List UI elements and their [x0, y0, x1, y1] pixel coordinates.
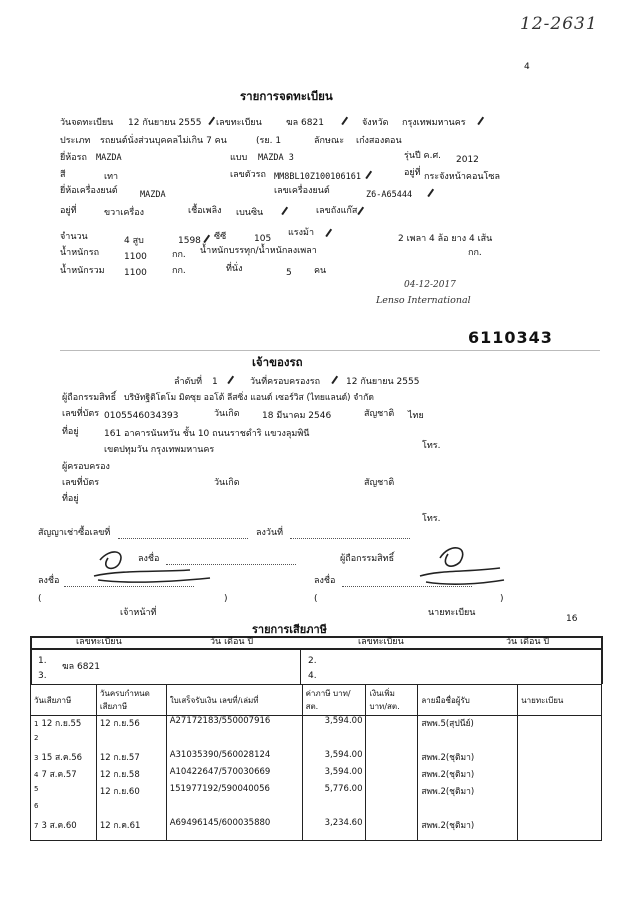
tax-cell-due	[96, 733, 166, 750]
tank-label: เลขถังแก๊ส	[316, 206, 358, 216]
tax-cell-receipt: A10422647/570030669	[166, 767, 302, 784]
tax-cell-receiver: สพพ.5(สุปนีย์)	[418, 716, 518, 734]
tax-cell-paid	[31, 733, 97, 750]
address-line-2: เขตปทุมวัน กรุงเทพมหานคร	[104, 445, 215, 455]
tax-cell-extra	[366, 767, 418, 784]
cc-unit: ซีซี	[214, 232, 227, 242]
tax-cell-extra	[366, 784, 418, 801]
tax-cell-receipt: 151977192/590040056	[166, 784, 302, 801]
owner-title: เจ้าของรถ	[252, 355, 303, 369]
tax-cell-registrar	[518, 784, 602, 801]
tax-cell-registrar	[518, 733, 602, 750]
nation: ไทย	[408, 411, 424, 421]
hp-unit: แรงม้า	[288, 228, 315, 238]
type-label: ประเภท	[60, 136, 91, 146]
category-code: (รย. 1	[256, 136, 282, 146]
vehicle-type: รถยนต์นั่งส่วนบุคคลไม่เกิน 7 คน	[100, 136, 227, 146]
tax-row	[31, 733, 602, 750]
plate-col-2: เลขทะเบียน	[358, 637, 404, 647]
tax-cell-extra	[366, 733, 418, 750]
page-number: 4	[524, 62, 530, 72]
tax-row-number: 6	[34, 802, 39, 810]
tax-cell-amount: 3,594.00	[302, 716, 366, 734]
color: เทา	[104, 172, 119, 182]
reg-date-label: วันจดทะเบียน	[60, 118, 114, 128]
tax-cell-extra	[366, 818, 418, 841]
birth: 18 มีนาคม 2546	[262, 411, 332, 421]
address-label: ที่อยู่	[62, 427, 79, 437]
officer-sign-label: ลงชื่อ	[138, 554, 160, 564]
tax-cell-due: 12 ก.ย.60	[96, 784, 166, 801]
tax-header-cell: เงินเพิ่ม บาท/สต.	[366, 685, 418, 716]
weight: 1100	[124, 252, 147, 262]
model: MAZDA 3	[258, 153, 294, 163]
address-line-1: 161 อาคารนันทวัน ชั้น 10 ถนนราชดำริ แขวงลุมพินี	[104, 429, 310, 439]
seq: 1	[212, 377, 218, 387]
stamp-company: Lenso International	[376, 295, 471, 306]
id-label: เลขที่บัตร	[62, 409, 100, 419]
history-row-3-no: 3.	[38, 671, 47, 681]
chassis-label: เลขตัวรถ	[230, 170, 266, 180]
tax-cell-due: 12 ก.ค.61	[96, 818, 166, 841]
tax-cell-extra	[366, 716, 418, 734]
id-number: 0105546034393	[104, 411, 179, 421]
registration-document: 12-2631 4 รายการจดทะเบียน วันจดทะเบียน 12 กันยายน 2555 เลขทะเบียน ฆล 6821 จังหวัด กรุงเทพมหานคร ประเภท รถยนต์นั่งส่วนบุคคลไม่เกิน 7 คน (รย. 1 ลักษณะ เก๋งสองตอน ยี่ห้อรถ MAZDA แบบ MAZDA 3 รุ่นปี ค.ศ. 2012 สี เทา เลขตัวรถ MM8BL10Z100106161 อยู่ที่ กระจังหน้าคอนโซล ยี่ห้อเครื่องยนต์ MAZDA เลขเครื่องยนต์ Z6-A65444 อยู่ที่ ขวาเครื่อง เชื้อเพลิง เบนซิน เลขถังแก๊ส จำนวน 4 สูบ 1598 ซีซี 105 แรงม้า 2 เพลา 4 ล้อ ยาง 4 เส้น น้ำหนักรถ 1100 กก. น้ำหนักบรรทุก/น้ำหนักลงเพลา กก. น้ำหนักรวม 1100 กก. ที่นั่ง 5 คน 04-12-2017 Lenso International 6110343 เจ้าของรถ ลำดับที่ 1 วันที่ครอบครองรถ 12 กันยายน 2555 ผู้ถือกรรมสิทธิ์ บริษัทฐิติโดโม มิตซุย ออโต้ ลีสซิ่ง แอนด์ เซอร์วิส (ไทยแลนด์) จำกัด เลขที่บัตร 0105546034393 วันเกิด 18 มีนาคม 2546 สัญชาติ ไทย ที่อยู่ 161 อาคารนันทวัน ชั้น 10 ถนนราชดำริ แขวงลุมพินี เขตปทุมวัน กรุงเทพมหานคร โทร. ผู้ครอบครอง เลขที่บัตร วันเกิด สัญชาติ ที่อยู่ โทร. สัญญาเช่าซื้อเลขที่ ลงวันที่ ลงชื่อ ลงชื่อ ผู้ถือกรรมสิทธิ์ ลงชื่อ ( ) ( ) เจ้าหน้าที่ นายทะเบียน 16 รายการเสียภาษี เลขทะเบียน วัน เดือน ปี เลขทะเบียน วัน เดือน ปี 1. ฆล 6821 3. 2. 4. วันเสียภาษี วันครบกำหนด เสียภาษี ใบเสร็จรับเงิน เลขที่/เล่มที่ ค่าภาษี บาท/สต. เงินเพิ่ม บาท/สต. ลายมือชื่อผู้รับ นายทะเบียน 1 12 ก.ย.55 12 ก.ย.56 A27172183/550007916 3,594.00 สพพ.5(สุปนีย์) 2 3 15 ส.ค.56 12 ก.ย.57 A31035390/560028124 3,594.00 สพพ.2(ชุติมา) 4 7 ส.ค.57 12 ก.ย.58 A10422647/570030669 3,594.00 สพพ.2(ชุติมา) 5 12 ก.ย.60 151977192/590040056 5,776.00 สพพ.2(ชุติมา) 6 7 3 ส.ค.60 12 ก.ค.61 A69496145/600035880 3,234.60 สพพ.2(ชุติมา)	[0, 0, 640, 901]
owner-label: ผู้ถือกรรมสิทธิ์	[62, 393, 117, 403]
vehicle-style: เก๋งสองตอน	[356, 136, 402, 146]
qty-label: จำนวน	[60, 232, 88, 242]
officer-label: เจ้าหน้าที่	[120, 608, 157, 618]
birth-label: วันเกิด	[214, 409, 240, 419]
seats-label: ที่นั่ง	[226, 264, 243, 274]
tax-cell-due	[96, 801, 166, 818]
load-label: น้ำหนักบรรทุก/น้ำหนักลงเพลา	[200, 246, 317, 256]
tax-header-cell: ค่าภาษี บาท/สต.	[302, 685, 366, 716]
possess-date-label: วันที่ครอบครองรถ	[250, 377, 321, 387]
id2-label: เลขที่บัตร	[62, 478, 100, 488]
model-year-label: รุ่นปี ค.ศ.	[404, 151, 442, 161]
fuel-label: เชื้อเพลิง	[188, 206, 222, 216]
tax-row-number: 2	[34, 734, 39, 742]
color-label: สี	[60, 170, 66, 180]
doc-number: 12-2631	[520, 14, 598, 34]
brand: MAZDA	[96, 153, 122, 163]
engine-location: ขวาเครื่อง	[104, 208, 144, 218]
tax-row-number: 4	[34, 771, 39, 779]
tax-cell-registrar	[518, 767, 602, 784]
address2-label: ที่อยู่	[62, 494, 79, 504]
owner-signature	[400, 536, 510, 596]
fuel: เบนซิน	[236, 208, 264, 218]
reg-date: 12 กันยายน 2555	[128, 118, 202, 128]
tax-cell-receiver: สพพ.2(ชุติมา)	[418, 767, 518, 784]
seats: 5	[286, 268, 292, 278]
tax-cell-receipt	[166, 801, 302, 818]
side-number: 16	[566, 614, 578, 624]
engine-loc-label: อยู่ที่	[60, 206, 77, 216]
chassis-number: MM8BL10Z100106161	[274, 172, 361, 182]
cylinders: 4 สูบ	[124, 236, 144, 246]
tax-cell-registrar	[518, 750, 602, 767]
birth2-label: วันเกิด	[214, 478, 240, 488]
weight-unit: กก.	[172, 250, 186, 260]
load-unit: กก.	[468, 248, 482, 258]
tax-body	[31, 716, 602, 841]
model-label: แบบ	[230, 153, 248, 163]
province: กรุงเทพมหานคร	[402, 118, 466, 128]
phone-label: โทร.	[422, 441, 441, 451]
owner-sign-label: ลงชื่อ	[314, 576, 336, 586]
tax-row	[31, 801, 602, 818]
phone2-label: โทร.	[422, 514, 441, 524]
engine-number: Z6-A65444	[366, 190, 413, 200]
tax-cell-receipt: A31035390/560028124	[166, 750, 302, 767]
seq-label: ลำดับที่	[174, 377, 203, 387]
tax-cell-paid	[31, 801, 97, 818]
plate-col-1: เลขทะเบียน	[76, 637, 122, 647]
tax-cell-amount	[302, 733, 366, 750]
gross-unit: กก.	[172, 266, 186, 276]
tax-header-row	[31, 685, 602, 716]
tax-cell-due: 12 ก.ย.56	[96, 716, 166, 734]
tax-cell-amount: 3,234.60	[302, 818, 366, 841]
tax-header-cell: วันเสียภาษี	[31, 685, 97, 716]
history-row-4-no: 4.	[308, 671, 317, 681]
brand-label: ยี่ห้อรถ	[60, 153, 87, 163]
owner-sign-label-text: ผู้ถือกรรมสิทธิ์	[340, 554, 395, 564]
tax-header-cell: ลายมือชื่อผู้รับ	[418, 685, 518, 716]
tax-cell-receiver	[418, 733, 518, 750]
officer-sign-label-2: ลงชื่อ	[38, 576, 60, 586]
tax-cell-amount: 3,594.00	[302, 767, 366, 784]
tax-cell-amount: 5,776.00	[302, 784, 366, 801]
tax-cell-paid: 4 7 ส.ค.57	[31, 767, 97, 784]
possessor-label: ผู้ครอบครอง	[62, 462, 110, 472]
tax-cell-paid: 3 15 ส.ค.56	[31, 750, 97, 767]
officer-signature	[70, 540, 230, 598]
possess-date: 12 กันยายน 2555	[346, 377, 420, 387]
tax-row-number: 3	[34, 754, 39, 762]
date-col-2: วัน เดือน ปี	[506, 637, 550, 647]
tax-cell-receipt	[166, 733, 302, 750]
engine-no-label: เลขเครื่องยนต์	[274, 186, 330, 196]
nation-label: สัญชาติ	[364, 409, 395, 419]
plate-label: เลขทะเบียน	[216, 118, 262, 128]
history-row-2-no: 2.	[308, 656, 317, 666]
tax-row	[31, 767, 602, 784]
plate: ฆล 6821	[286, 118, 324, 128]
tax-row	[31, 716, 602, 734]
contract-label: สัญญาเช่าซื้อเลขที่	[38, 528, 111, 538]
tax-table	[30, 684, 602, 841]
tax-cell-receiver: สพพ.2(ชุติมา)	[418, 818, 518, 841]
tax-cell-due: 12 ก.ย.58	[96, 767, 166, 784]
tax-row	[31, 818, 602, 841]
tax-row	[31, 784, 602, 801]
engine-brand: MAZDA	[140, 190, 166, 200]
gross-weight: 1100	[124, 268, 147, 278]
tax-cell-paid: 7 3 ส.ค.60	[31, 818, 97, 841]
model-year: 2012	[456, 155, 479, 165]
tax-header-cell: นายทะเบียน	[518, 685, 602, 716]
history-row-1-no: 1.	[38, 656, 47, 666]
tax-row-number: 1	[34, 720, 39, 728]
tax-cell-receipt: A27172183/550007916	[166, 716, 302, 734]
tax-cell-extra	[366, 801, 418, 818]
cc: 1598	[178, 236, 201, 246]
date-col-1: วัน เดือน ปี	[210, 637, 254, 647]
stamp-date: 04-12-2017	[404, 280, 456, 290]
tax-cell-receiver	[418, 801, 518, 818]
axles-wheels: 2 เพลา 4 ล้อ ยาง 4 เส้น	[398, 234, 493, 244]
province-label: จังหวัด	[362, 118, 389, 128]
tax-title: รายการเสียภาษี	[252, 623, 327, 636]
serial-number: 6110343	[468, 328, 553, 347]
tax-header-cell: ใบเสร็จรับเงิน เลขที่/เล่มที่	[166, 685, 302, 716]
engine-brand-label: ยี่ห้อเครื่องยนต์	[60, 186, 118, 196]
style-label: ลักษณะ	[314, 136, 345, 146]
weight-label: น้ำหนักรถ	[60, 248, 100, 258]
tax-cell-paid	[31, 784, 97, 801]
tax-cell-paid: 1 12 ก.ย.55	[31, 716, 97, 734]
tax-cell-receipt: A69496145/600035880	[166, 818, 302, 841]
tax-cell-amount	[302, 801, 366, 818]
gross-label: น้ำหนักรวม	[60, 266, 105, 276]
owner-name: บริษัทฐิติโดโม มิตซุย ออโต้ ลีสซิ่ง แอนด์ เซอร์วิส (ไทยแลนด์) จำกัด	[124, 393, 374, 403]
seats-unit: คน	[314, 266, 327, 276]
tax-cell-registrar	[518, 801, 602, 818]
registrar-label: นายทะเบียน	[428, 608, 476, 618]
tax-cell-receiver: สพพ.2(ชุติมา)	[418, 784, 518, 801]
contract-date-label: ลงวันที่	[256, 528, 284, 538]
hp: 105	[254, 234, 272, 244]
history-row-1-plate: ฆล 6821	[62, 662, 100, 672]
document-title: รายการจดทะเบียน	[240, 89, 333, 103]
tax-cell-due: 12 ก.ย.57	[96, 750, 166, 767]
tax-row	[31, 750, 602, 767]
tax-cell-registrar	[518, 716, 602, 734]
tax-cell-extra	[366, 750, 418, 767]
tax-row-number: 7	[34, 822, 39, 830]
chassis-location: กระจังหน้าคอนโซล	[424, 172, 500, 182]
tax-header-cell: วันครบกำหนด เสียภาษี	[96, 685, 166, 716]
tax-row-number: 5	[34, 785, 39, 793]
nation2-label: สัญชาติ	[364, 478, 395, 488]
chassis-loc-label: อยู่ที่	[404, 168, 421, 178]
tax-cell-registrar	[518, 818, 602, 841]
tax-cell-amount: 3,594.00	[302, 750, 366, 767]
tax-cell-receiver: สพพ.2(ชุติมา)	[418, 750, 518, 767]
